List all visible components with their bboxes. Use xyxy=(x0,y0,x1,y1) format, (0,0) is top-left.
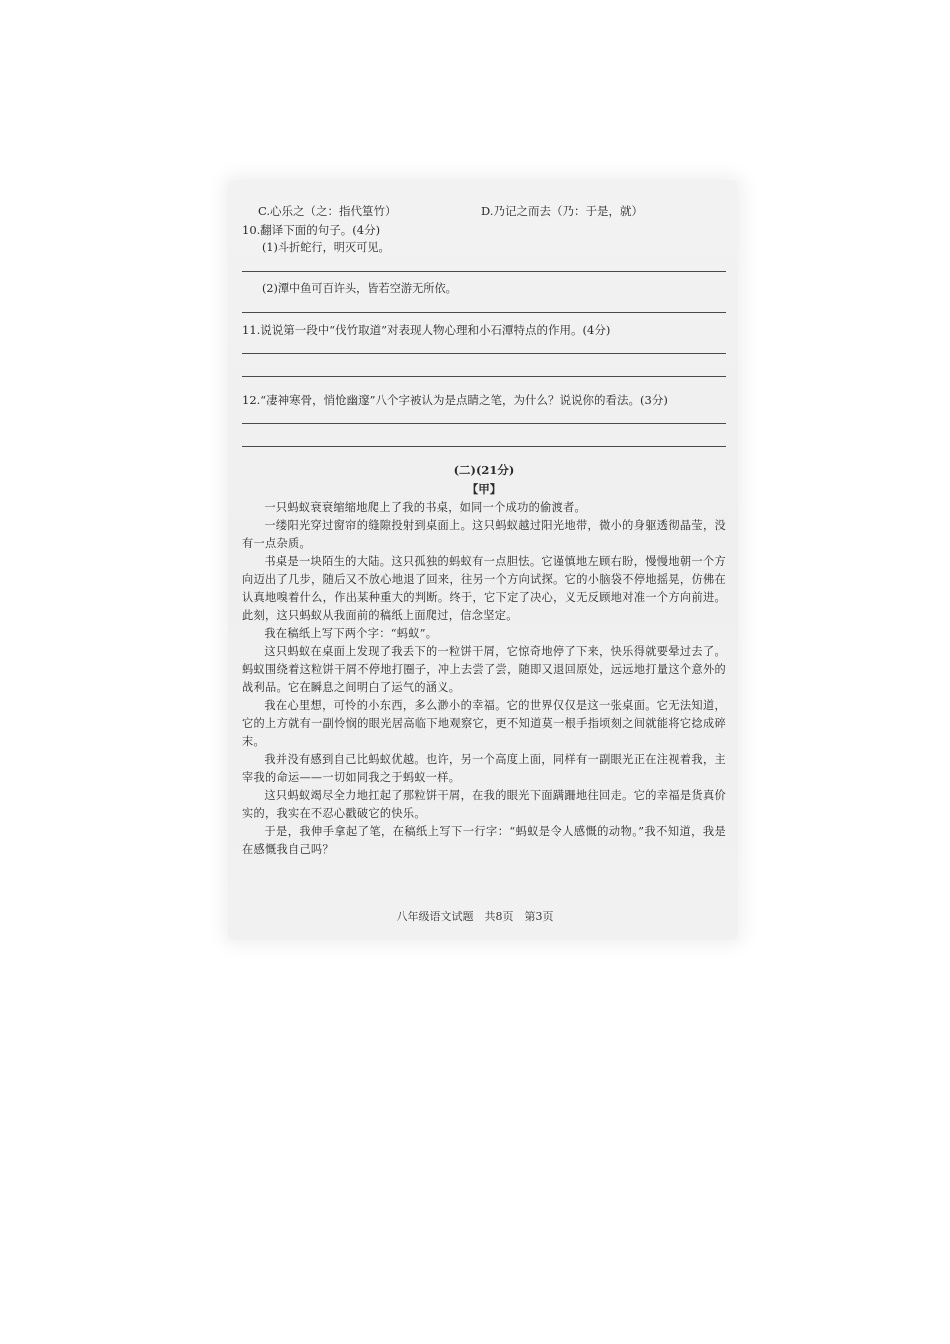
question-10-sentence-2: (2)潭中鱼可百许头，皆若空游无所依。 xyxy=(262,282,457,295)
section-subtitle: 【甲】 xyxy=(466,482,502,496)
choice-c: C.心乐之（之：指代篁竹） xyxy=(258,204,397,218)
question-10: 10.翻译下面的句子。(4分) xyxy=(242,223,381,237)
exam-content xyxy=(242,202,726,859)
passage-paragraph: 于是，我伸手拿起了笔，在稿纸上写下一行字：“蚂蚁是令人感慨的动物。”我不知道，我是在感慨我自己吗？ xyxy=(242,825,726,856)
passage-paragraph: 我在稿纸上写下两个字：“蚂蚁”。 xyxy=(264,627,438,640)
answer-line xyxy=(242,298,726,313)
question-11: 11.说说第一段中“伐竹取道”对表现人物心理和小石潭特点的作用。(4分) xyxy=(242,323,611,337)
passage-paragraph: 我并没有感到自己比蚂蚁优越。也许，另一个高度上面，同样有一副眼光正在注视着我，主宰我的命运——一切如同我之于蚂蚁一样。 xyxy=(242,753,726,784)
section-title: (二)(21分) xyxy=(453,463,515,477)
choice-d: D.乃记之而去（乃：于是，就） xyxy=(481,204,643,218)
answer-line xyxy=(242,362,726,377)
answer-line xyxy=(242,257,726,272)
choice-row xyxy=(242,202,726,221)
passage-paragraph: 一缕阳光穿过窗帘的缝隙投射到桌面上。这只蚂蚁越过阳光地带，微小的身躯透彻晶莹，没有一点杂质。 xyxy=(242,519,726,550)
answer-line xyxy=(242,409,726,424)
answer-line xyxy=(242,339,726,354)
passage-paragraph: 一只蚂蚁衰衰缩缩地爬上了我的书桌，如同一个成功的偷渡者。 xyxy=(264,501,587,514)
passage-paragraph: 这只蚂蚁在桌面上发现了我丢下的一粒饼干屑，它惊奇地停了下来，快乐得就要晕过去了。蚂蚁围绕着这粒饼干屑不停地打圈子，冲上去尝了尝，随即又退回原处，远远地打量这个意外的战利品。它在瞬息之间明白了运气的涵义。 xyxy=(242,645,726,694)
passage-paragraph: 这只蚂蚁竭尽全力地扛起了那粒饼干屑，在我的眼光下面蹒跚地往回走。它的幸福是货真价实的，我实在不忍心戳破它的快乐。 xyxy=(242,789,726,820)
question-10-sentence-1: (1)斗折蛇行，明灭可见。 xyxy=(262,241,390,254)
answer-line xyxy=(242,432,726,447)
passage-paragraph: 书桌是一块陌生的大陆。这只孤独的蚂蚁有一点胆怯。它谨慎地左顾右盼，慢慢地朝一个方向迈出了几步，随后又不放心地退了回来，往另一个方向试探。它的小脑袋不停地摇晃，仿佛在认真地嗅着什么，作出某种重大的判断。终于，它下定了决心，义无反顾地对准一个方向前进。此刻，这只蚂蚁从我面前的稿纸上面爬过，信念坚定。 xyxy=(242,555,726,622)
question-12: 12.“凄神寒骨，悄怆幽邃”八个字被认为是点睛之笔，为什么？说说你的看法。(3分) xyxy=(242,393,668,407)
page-footer: 八年级语文试题 共8页 第3页 xyxy=(396,910,554,923)
passage-paragraph: 我在心里想，可怜的小东西，多么渺小的幸福。它的世界仅仅是这一张桌面。它无法知道，它的上方就有一副怜悯的眼光居高临下地观察它，更不知道莫一根手指顷刻之间就能将它捻成碎末。 xyxy=(242,699,726,748)
